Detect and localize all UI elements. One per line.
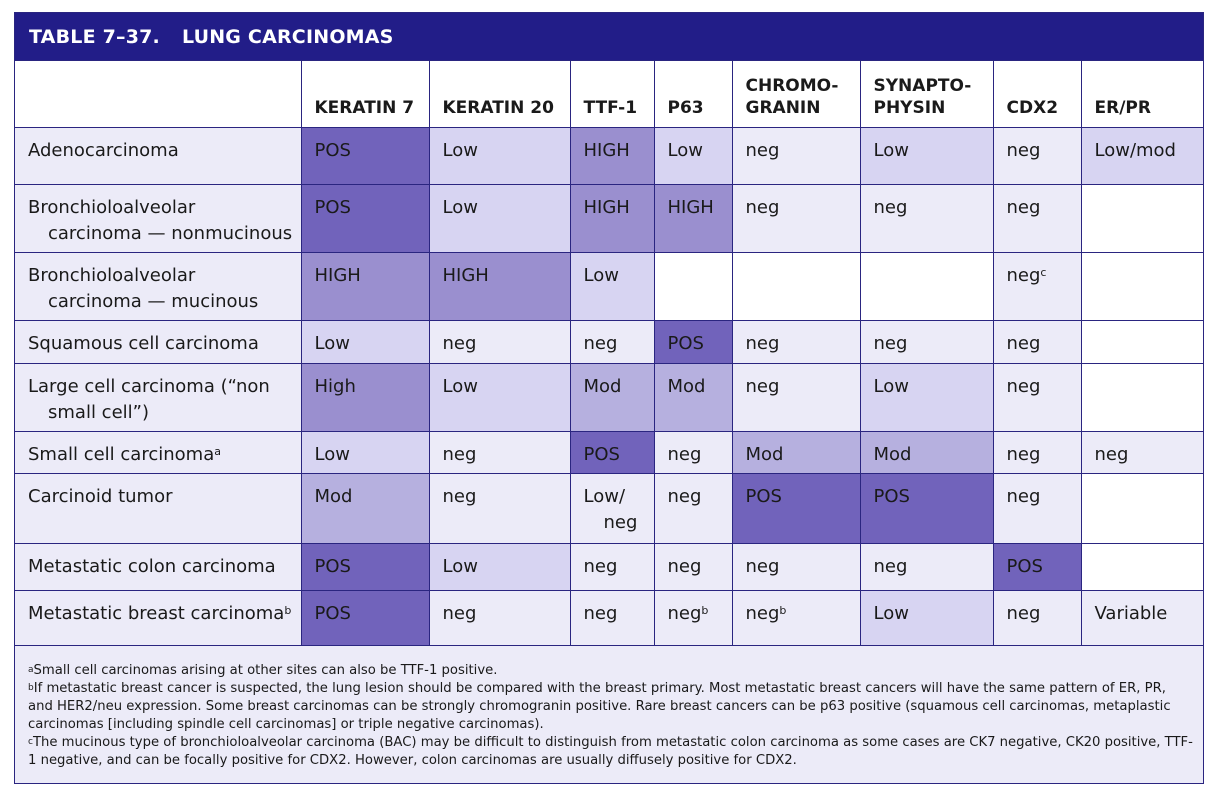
footnote bbox=[28, 734, 1193, 770]
cell-value: neg bbox=[583, 556, 618, 577]
row-label bbox=[15, 364, 301, 432]
cell-value: neg bbox=[583, 603, 618, 624]
cell-value: POS bbox=[745, 486, 782, 507]
row-label bbox=[15, 432, 301, 474]
cell-value: High bbox=[314, 376, 356, 397]
cell-value: POS bbox=[667, 333, 704, 354]
cell-value: Low bbox=[442, 197, 478, 218]
column-header-text: TTF-1 bbox=[583, 98, 638, 118]
cell-value: neg bbox=[1006, 376, 1041, 397]
table-cell bbox=[993, 128, 1081, 185]
table-cell bbox=[993, 591, 1081, 646]
cell-value: neg bbox=[1006, 140, 1041, 161]
table-cell bbox=[732, 128, 860, 185]
row-label-continuation: carcinoma — mucinous bbox=[48, 291, 259, 312]
row-label-continuation: small cell”) bbox=[48, 402, 149, 423]
cell-value: Low bbox=[442, 140, 478, 161]
cell-value: neg bbox=[1094, 444, 1129, 465]
table-row bbox=[15, 474, 1203, 544]
table-cell bbox=[301, 591, 429, 646]
cell-value: Mod bbox=[667, 376, 706, 397]
cell-value: neg bbox=[667, 444, 702, 465]
row-label-continuation: carcinoma — nonmucinous bbox=[48, 223, 293, 244]
footnote-marker: b bbox=[284, 604, 292, 617]
column-header bbox=[860, 61, 993, 128]
column-header bbox=[570, 61, 654, 128]
table-cell bbox=[1081, 364, 1203, 432]
column-header bbox=[993, 61, 1081, 128]
cell-value: Low bbox=[873, 603, 909, 624]
row-label-text: Adenocarcinoma bbox=[28, 140, 179, 161]
table-cell bbox=[860, 321, 993, 364]
cell-value: POS bbox=[1006, 556, 1043, 577]
cell-value: Variable bbox=[1094, 603, 1168, 624]
table-cell bbox=[301, 544, 429, 591]
table-cell bbox=[1081, 544, 1203, 591]
table-cell bbox=[993, 432, 1081, 474]
cell-value: neg bbox=[745, 556, 780, 577]
cell-value: Mod bbox=[873, 444, 912, 465]
table-cell bbox=[732, 591, 860, 646]
footnote-marker: c bbox=[1040, 266, 1047, 279]
table-cell bbox=[301, 128, 429, 185]
table-cell bbox=[570, 474, 654, 544]
table-row bbox=[15, 128, 1203, 185]
cell-value: neg bbox=[745, 376, 780, 397]
table-cell bbox=[429, 432, 570, 474]
cell-value: neg bbox=[1006, 333, 1041, 354]
cell-value: neg bbox=[442, 444, 477, 465]
column-header-text: KERATIN 7 bbox=[314, 98, 415, 118]
table-cell bbox=[732, 432, 860, 474]
row-label bbox=[15, 253, 301, 321]
table-row bbox=[15, 544, 1203, 591]
cell-value: Low bbox=[442, 376, 478, 397]
table-cell bbox=[654, 432, 732, 474]
column-header-text: ER/PR bbox=[1094, 98, 1151, 118]
table-cell bbox=[654, 364, 732, 432]
table-number: TABLE 7–37. bbox=[29, 25, 160, 48]
table-cell bbox=[570, 185, 654, 253]
column-header bbox=[429, 61, 570, 128]
table-cell bbox=[1081, 432, 1203, 474]
cell-value: Mod bbox=[745, 444, 784, 465]
header-corner bbox=[15, 61, 301, 128]
footnote bbox=[28, 662, 1193, 680]
table-cell bbox=[732, 253, 860, 321]
cell-value: HIGH bbox=[442, 265, 489, 286]
footnote-marker: b bbox=[779, 604, 787, 617]
cell-value: HIGH bbox=[583, 140, 630, 161]
cell-value: neg bbox=[873, 197, 908, 218]
table-cell bbox=[429, 321, 570, 364]
table-cell bbox=[860, 253, 993, 321]
column-header bbox=[301, 61, 429, 128]
cell-value: Low bbox=[873, 376, 909, 397]
table-cell bbox=[301, 253, 429, 321]
footnote bbox=[28, 680, 1193, 734]
cell-value: neg bbox=[1006, 444, 1041, 465]
cell-value: Low/mod bbox=[1094, 140, 1176, 161]
table-cell bbox=[429, 544, 570, 591]
cell-value: Low bbox=[314, 444, 350, 465]
row-label bbox=[15, 128, 301, 185]
table-cell bbox=[993, 544, 1081, 591]
table-cell bbox=[570, 253, 654, 321]
row-label-text: Large cell carcinoma (“non bbox=[28, 376, 270, 397]
column-header-text: CHROMO- bbox=[745, 76, 839, 96]
cell-value: POS bbox=[314, 603, 351, 624]
table-cell bbox=[570, 364, 654, 432]
cell-value: neg bbox=[442, 486, 477, 507]
table-cell bbox=[860, 128, 993, 185]
table-row bbox=[15, 253, 1203, 321]
table-cell bbox=[654, 544, 732, 591]
footnote-text: Small cell carcinomas arising at other sites can also be TTF-1 positive. bbox=[33, 663, 498, 678]
cell-value: neg bbox=[667, 556, 702, 577]
cell-value: POS bbox=[873, 486, 910, 507]
cell-value: neg bbox=[745, 603, 780, 624]
table-cell bbox=[993, 253, 1081, 321]
table-row bbox=[15, 591, 1203, 646]
table-cell bbox=[570, 321, 654, 364]
table-cell bbox=[993, 321, 1081, 364]
table-cell bbox=[570, 128, 654, 185]
table-title: LUNG CARCINOMAS bbox=[181, 25, 394, 48]
footnote-mark: c bbox=[28, 737, 33, 747]
footnote-marker: b bbox=[701, 604, 709, 617]
footnotes bbox=[15, 646, 1203, 770]
cell-value: Low/ bbox=[583, 486, 626, 507]
table-cell bbox=[654, 185, 732, 253]
table-cell bbox=[860, 474, 993, 544]
table-cell bbox=[993, 185, 1081, 253]
table-row bbox=[15, 364, 1203, 432]
cell-value: POS bbox=[314, 140, 351, 161]
footnote-marker: a bbox=[214, 445, 221, 458]
row-label-text: Metastatic colon carcinoma bbox=[28, 556, 276, 577]
table-body bbox=[15, 128, 1203, 646]
table-title-bar bbox=[15, 13, 1203, 60]
row-label-text: Squamous cell carcinoma bbox=[28, 333, 259, 354]
table-cell bbox=[732, 185, 860, 253]
row-label bbox=[15, 474, 301, 544]
table-cell bbox=[732, 364, 860, 432]
lung-carcinoma-table bbox=[15, 60, 1203, 646]
cell-value: neg bbox=[583, 333, 618, 354]
cell-value: neg bbox=[873, 333, 908, 354]
table-row bbox=[15, 185, 1203, 253]
row-label-text: Metastatic breast carcinoma$^b$ bbox=[28, 603, 292, 624]
column-header-text: P63 bbox=[667, 98, 704, 118]
cell-value: neg bbox=[1006, 197, 1041, 218]
footnote-mark: a bbox=[28, 665, 34, 675]
column-header-text: SYNAPTO- bbox=[873, 76, 972, 96]
table-cell bbox=[993, 364, 1081, 432]
table-cell bbox=[993, 474, 1081, 544]
cell-value: neg bbox=[873, 556, 908, 577]
cell-value: Low bbox=[667, 140, 703, 161]
table-cell bbox=[1081, 253, 1203, 321]
footnote-text: The mucinous type of bronchioloalveolar carcinoma (BAC) may be difficult to distinguish from metastatic colon carcinoma as some cases are CK7 negative, CK20 positive, TTF-1 negative, and can be focally positive for CDX2. However, colon carcinomas are usually diffusely positive for CDX2. bbox=[28, 735, 1193, 768]
row-label bbox=[15, 185, 301, 253]
column-header bbox=[1081, 61, 1203, 128]
cell-value: POS bbox=[314, 197, 351, 218]
table-cell bbox=[654, 474, 732, 544]
table-cell bbox=[860, 544, 993, 591]
row-label bbox=[15, 321, 301, 364]
table-cell bbox=[654, 321, 732, 364]
table-cell bbox=[860, 591, 993, 646]
column-header-text: GRANIN bbox=[745, 98, 821, 118]
table-cell bbox=[301, 364, 429, 432]
table-cell bbox=[732, 321, 860, 364]
cell-value: HIGH bbox=[667, 197, 714, 218]
row-label-text: Bronchioloalveolar bbox=[28, 265, 196, 286]
cell-value: Low bbox=[442, 556, 478, 577]
table-cell bbox=[429, 364, 570, 432]
row-label bbox=[15, 544, 301, 591]
cell-value: neg bbox=[442, 333, 477, 354]
cell-value: POS bbox=[583, 444, 620, 465]
table-cell bbox=[654, 253, 732, 321]
table-cell bbox=[570, 591, 654, 646]
row-label bbox=[15, 591, 301, 646]
cell-value: Mod bbox=[583, 376, 622, 397]
column-header bbox=[654, 61, 732, 128]
cell-value: Low bbox=[314, 333, 350, 354]
cell-value: HIGH bbox=[583, 197, 630, 218]
table-cell bbox=[860, 364, 993, 432]
table-row bbox=[15, 321, 1203, 364]
table-header-row bbox=[15, 61, 1203, 128]
table-cell bbox=[654, 591, 732, 646]
cell-value: Low bbox=[873, 140, 909, 161]
cell-value: Mod bbox=[314, 486, 353, 507]
table-cell bbox=[1081, 474, 1203, 544]
cell-value: HIGH bbox=[314, 265, 361, 286]
cell-value: neg bbox=[667, 603, 702, 624]
column-header-text: PHYSIN bbox=[873, 98, 946, 118]
cell-value: neg bbox=[667, 486, 702, 507]
table-cell bbox=[301, 185, 429, 253]
table-cell bbox=[1081, 185, 1203, 253]
cell-value: POS bbox=[314, 556, 351, 577]
column-header bbox=[732, 61, 860, 128]
table-cell bbox=[301, 321, 429, 364]
table-cell bbox=[860, 185, 993, 253]
table-row bbox=[15, 432, 1203, 474]
footnote-text: If metastatic breast cancer is suspected, the lung lesion should be compared with the breast primary. Most metastatic breast cancers will have the same pattern of ER, PR, and HER2/neu expression. Some breast carcinomas can be strongly chromogranin positive. Rare breast cancers can be p63 positive (squamous cell carcinomas, metaplastic carcinomas [including spindle cell carcinomas] or triple negative carcinomas). bbox=[28, 681, 1171, 732]
cell-value: neg bbox=[442, 603, 477, 624]
footnote-mark: b bbox=[28, 683, 34, 693]
cell-value: Low bbox=[583, 265, 619, 286]
cell-value: neg bbox=[1006, 486, 1041, 507]
cell-value: neg bbox=[1006, 603, 1041, 624]
row-label-text: Bronchioloalveolar bbox=[28, 197, 196, 218]
table-cell bbox=[301, 432, 429, 474]
cell-value: neg bbox=[745, 140, 780, 161]
cell-value: neg bbox=[745, 333, 780, 354]
table-cell bbox=[860, 432, 993, 474]
table-frame bbox=[14, 12, 1204, 784]
table-cell bbox=[570, 544, 654, 591]
cell-value: neg bbox=[745, 197, 780, 218]
cell-value: neg bbox=[1006, 265, 1041, 286]
table-cell bbox=[1081, 128, 1203, 185]
table-cell bbox=[429, 474, 570, 544]
table-cell bbox=[654, 128, 732, 185]
table-cell bbox=[301, 474, 429, 544]
table-cell bbox=[1081, 591, 1203, 646]
table-cell bbox=[429, 253, 570, 321]
table-cell bbox=[429, 185, 570, 253]
table-cell bbox=[570, 432, 654, 474]
table-cell bbox=[1081, 321, 1203, 364]
table-cell bbox=[732, 474, 860, 544]
row-label-text: Small cell carcinoma$^a$ bbox=[28, 444, 221, 465]
table-cell bbox=[429, 591, 570, 646]
column-header-text: KERATIN 20 bbox=[442, 98, 554, 118]
row-label-text: Carcinoid tumor bbox=[28, 486, 173, 507]
column-header-text: CDX2 bbox=[1006, 98, 1059, 118]
table-cell bbox=[429, 128, 570, 185]
cell-value: neg bbox=[603, 512, 638, 533]
table-cell bbox=[732, 544, 860, 591]
